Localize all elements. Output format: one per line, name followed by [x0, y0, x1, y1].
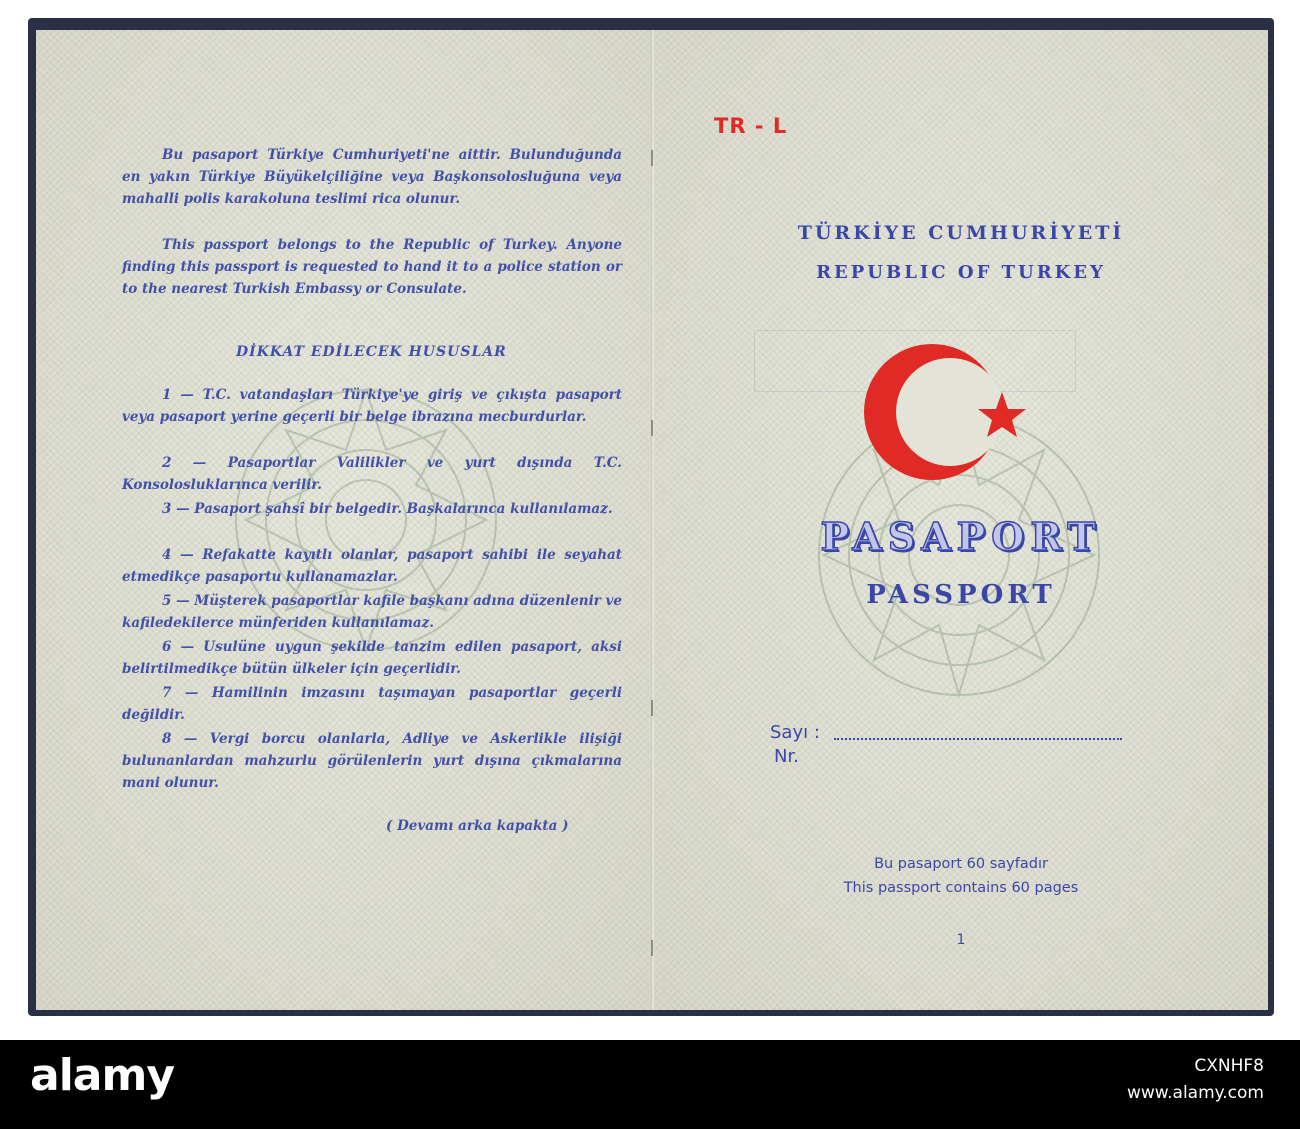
notice-heading: DİKKAT EDİLECEK HUSUSLAR — [236, 344, 507, 360]
passport-title-en: PASSPORT — [866, 580, 1056, 610]
code-mark: TR - L — [714, 114, 788, 138]
state-name-en: REPUBLIC OF TURKEY — [816, 262, 1106, 283]
rule-item: 8 — Vergi borcu olanlarla, Adliye ve Askerlikle ilişiği bulunanlardan mahzurlu görülenlerin yurt dışına çıkmalarına mani olunur. — [122, 731, 622, 791]
intro-paragraph-tr: Bu pasaport Türkiye Cumhuriyeti'ne aittir. Bulunduğunda en yakın Türkiye Büyükelçiliğine veya Başkonsolosluğuna veya mahalli polis karakoluna teslimi rica olunur. — [122, 147, 622, 207]
watermark-bar — [0, 1040, 1300, 1129]
passport-title-tr: PASAPORT — [820, 514, 1102, 559]
rule-item: 7 — Hamilinin imzasını taşımayan pasaportlar geçerli değildir. — [122, 685, 622, 723]
rule-item: 3 — Pasaport şahsî bir belgedir. Başkalarınca kullanılamaz. — [162, 501, 613, 517]
rule-item: 5 — Müşterek pasaportlar kafile başkanı adına düzenlenir ve kafiledekilerce münferiden kullanılamaz. — [122, 593, 622, 631]
rule-item: 1 — T.C. vatandaşları Türkiye'ye giriş ve çıkışta pasaport veya pasaport yerine geçerli bir belge ibrazına mecburdurlar. — [122, 387, 622, 425]
rule-item: 4 — Refakatte kayıtlı olanlar, pasaport sahibi ile seyahat etmedikçe pasaportu kullanamazlar. — [122, 547, 622, 585]
number-field — [834, 738, 1122, 740]
page-number: 1 — [956, 932, 966, 948]
stitch-mark — [651, 940, 653, 956]
number-label-tr: Sayı : — [770, 722, 820, 743]
watermark-url: www.alamy.com — [1126, 1083, 1264, 1103]
rule-item: 6 — Usulüne uygun şekilde tanzim edilen pasaport, aksi belirtilmedikçe bütün ülkeler için geçerlidir. — [122, 639, 622, 677]
pages-note-en: This passport contains 60 pages — [843, 880, 1079, 896]
continued-note: ( Devamı arka kapakta ) — [386, 818, 569, 834]
state-name-tr: TÜRKİYE CUMHURİYETİ — [797, 222, 1125, 244]
stitch-mark — [651, 700, 653, 716]
pages-note-tr: Bu pasaport 60 sayfadır — [874, 856, 1048, 872]
crescent-and-star-icon — [854, 330, 1054, 500]
passport-title-page — [654, 30, 1268, 1010]
passport-inner-left-page — [36, 30, 653, 1010]
image-id: CXNHF8 — [1194, 1056, 1264, 1076]
intro-paragraph-en: This passport belongs to the Republic of Turkey. Anyone finding this passport is requested to hand it to a police station or to the nearest Turkish Embassy or Consulate. — [122, 237, 622, 297]
rule-item: 2 — Pasaportlar Valilikler ve yurt dışında T.C. Konsolosluklarınca verilir. — [122, 455, 622, 493]
alamy-logo: alamy — [30, 1050, 174, 1101]
stitch-mark — [651, 420, 653, 436]
stitch-mark — [651, 150, 653, 166]
number-label-en: Nr. — [774, 746, 799, 767]
